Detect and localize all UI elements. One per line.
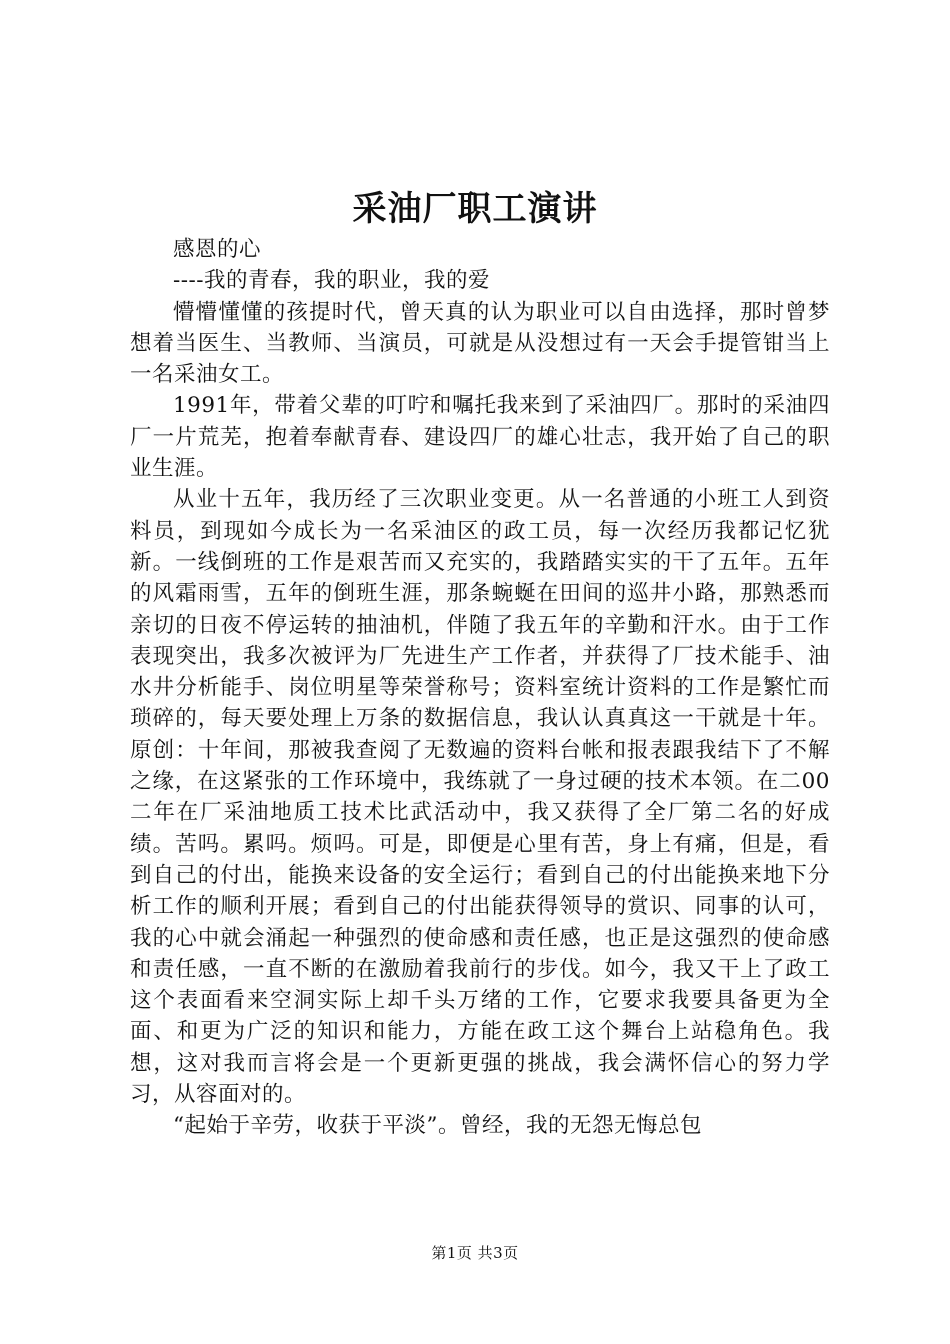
paragraph-1991: 1991年，带着父辈的叮咛和嘱托我来到了采油四厂。那时的采油四厂一片荒芜，抱着奉献青春、建设四厂的雄心壮志，我开始了自己的职业生涯。 xyxy=(130,393,830,482)
document-body xyxy=(130,234,830,1142)
page-footer: 第1页 共3页 xyxy=(431,1244,519,1262)
paragraph-childhood: 懵懵懂懂的孩提时代，曾天真的认为职业可以自由选择，那时曾梦想着当医生、当教师、当演员，可就是从没想过有一天会手提管钳当上一名采油女工。 xyxy=(130,299,830,388)
paragraph-tagline: ----我的青春，我的职业，我的爱 xyxy=(173,268,491,294)
document-title: 采油厂职工演讲 xyxy=(352,189,598,229)
paragraph-career: 从业十五年，我历经了三次职业变更。从一名普通的小班工人到资料员，到现如今成长为一名采油区的政工员，每一次经历我都记忆犹新。一线倒班的工作是艰苦而又充实的，我踏踏实实的干了五年。五年的风霜雨雪，五年的倒班生涯，那条蜿蜒在田间的巡井小路，那熟悉而亲切的日夜不停运转的抽油机，伴随了我五年的辛勤和汗水。由于工作表现突出，我多次被评为厂先进生产工作者，并获得了厂技术能手、油水井分析能手、岗位明星等荣誉称号；资料室统计资料的工作是繁忙而琐碎的，每天要处理上万条的数据信息，我认认真真这一干就是十年。原创：十年间，那被我查阅了无数遍的资料台帐和报表跟我结下了不解之缘，在这紧张的工作环境中，我练就了一身过硬的技术本领。在二00二年在厂采油地质工技术比武活动中，我又获得了全厂第二名的好成绩。苦吗。累吗。烦吗。可是，即便是心里有苦，身上有痛，但是，看到自己的付出，能换来设备的安全运行；看到自己的付出能换来地下分析工作的顺利开展；看到自己的付出能获得领导的赏识、同事的认可，我的心中就会涌起一种强烈的使命感和责任感，也正是这强烈的使命感和责任感，一直不断的在激励着我前行的步伐。如今，我又干上了政工这个表面看来空洞实际上却千头万绪的工作，它要求我要具备更为全面、和更为广泛的知识和能力，方能在政工这个舞台上站稳角色。我想，这对我而言将会是一个更新更强的挑战，我会满怀信心的努力学习，从容面对的。 xyxy=(130,487,830,1108)
paragraph-subtitle: 感恩的心 xyxy=(173,237,262,262)
paragraph-closing: “起始于辛劳，收获于平淡”。曾经，我的无怨无悔总包 xyxy=(173,1113,702,1139)
